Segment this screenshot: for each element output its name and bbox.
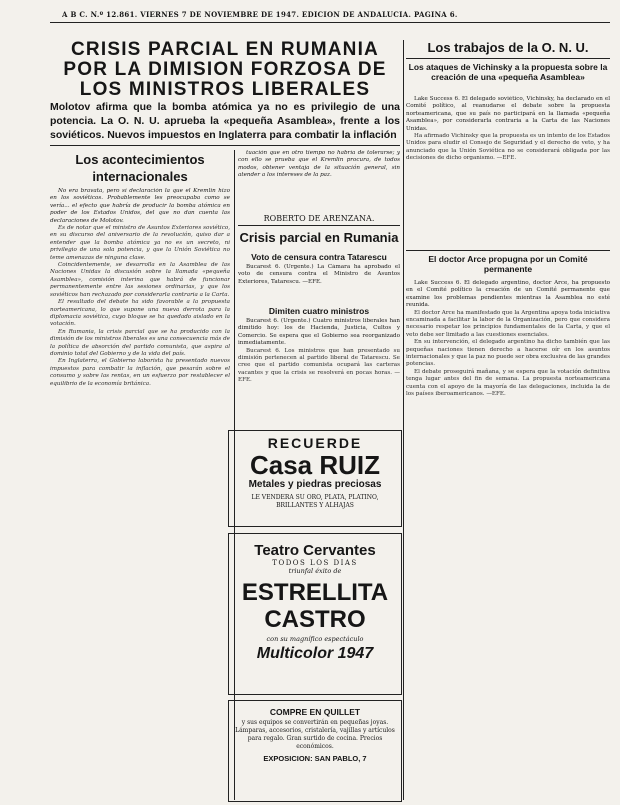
main-deck: Molotov afirma que la bomba atómica ya no es privilegio de una potencia. La O. N. U. aprueba la «pequeña Asamblea», frente a los soviéticos. Nuevos impuestos en Inglaterra para combatir la inflación	[50, 101, 400, 141]
middle-continuation	[238, 150, 400, 212]
ad-teatro-cervantes	[228, 533, 402, 695]
arce-text: El doctor Arce ha manifestado que la Argentina apoya toda iniciativa encaminada a facilitar la labor de la Organización, pero que considera necesario respetar los principios fundamentales de la Carta, y que el veto debe ser limitado a las cuestiones esenciales.	[406, 309, 610, 338]
rumania-body	[238, 264, 400, 302]
deck-rule	[50, 145, 400, 146]
dimiten-body	[238, 318, 400, 418]
ad-teatro-star: ESTRELLITA	[241, 579, 389, 606]
byline-rule	[238, 225, 400, 226]
ad-ruiz-recuerde: RECUERDE	[267, 435, 363, 451]
arce-body	[406, 280, 610, 800]
rumania-title: Crisis parcial en Rumania	[239, 230, 399, 245]
column-divider	[403, 40, 404, 800]
running-header: A B C. N.º 12.861. VIERNES 7 DE NOVIEMBRE DE 1947. EDICION DE ANDALUCIA. PAGINA 6.	[62, 10, 458, 19]
ad-ruiz-tagline: Metales y piedras preciosas	[248, 479, 382, 490]
header-rule	[50, 22, 610, 23]
left-paragraph: Es de notar que el ministro de Asuntos Exteriores soviético, en su discurso del aniversario de la revolución, quiso dar a entender que la bomba atómica ya no es un secreto, ni privilegio de una sola potencia, y que la Unión Soviética no teme amenazas de ninguna clase.	[50, 225, 230, 261]
byline: ROBERTO DE ARENZANA.	[263, 214, 375, 223]
ad-ruiz-details: LE VENDERA SU ORO, PLATA, PLATINO, BRILLANTES Y ALHAJAS	[251, 494, 379, 509]
dimiten-text: Bucarest 6. Los ministros que han presentado su dimisión pertenecen al partido liberal de Tatarescu. Se cree que el partido comunista ocupará las carteras vacantes y que la crisis se resolverá en pocas horas. —EFE.	[238, 347, 400, 384]
ad-teatro-intro: triunfal éxito de	[288, 567, 342, 575]
ad-teatro-show-intro: con su magnífico espectáculo	[266, 635, 364, 643]
arce-text: En su intervención, el delegado argentino ha dicho también que las pequeñas naciones tienen derecho a hacerse oír en los asuntos internacionales y que la paz no puede ser obra exclusiva de las grandes potencias.	[406, 339, 610, 368]
ad-teatro-star-surname: CASTRO	[264, 606, 366, 633]
left-column-title: Los acontecimientos internacionales	[75, 152, 205, 184]
right-title-rule	[406, 58, 610, 59]
right-column-title: Los trabajos de la O. N. U.	[427, 40, 589, 55]
dimiten-text: Bucarest 6. (Urgente.) Cuatro ministros liberales han dimitido hoy: los de Hacienda, Justicia, Cultos y Comercio. Se espera que el Gobierno sea reorganizado inmediatamente.	[238, 318, 400, 347]
right-section-rule	[406, 250, 610, 251]
rumania-subhead: Voto de censura contra Tatarescu	[251, 252, 387, 262]
left-paragraph: El resultado del debate ha sido favorable a la propuesta norteamericana, lo que supone una nueva derrota para la diplomacia soviética, cuyo bloque se ha quedado aislado en la votación.	[50, 299, 230, 328]
ad-teatro-name: Teatro Cervantes	[254, 542, 376, 559]
vichinsky-text: Ha afirmado Vichinsky que la propuesta es un intento de los Estados Unidos para eludir el Consejo de Seguridad y el derecho de veto, y ha anunciado que la Unión Soviética no se considerará obligada por las decisiones de dicho organismo. —EFE.	[406, 133, 610, 162]
ad-quillet-text: y sus equipos se convertirán en pequeñas joyas. Lámparas, accesorios, cristalería, vajillas y artículos para regalo. Gran surtido de cocina. Precios económicos.	[235, 719, 395, 750]
vichinsky-body	[406, 96, 610, 246]
dimiten-subhead: Dimiten cuatro ministros	[268, 306, 370, 316]
left-column-body	[50, 188, 230, 800]
arce-text: El debate proseguirá mañana, y se espera que la votación definitiva tenga lugar antes del fin de semana. La propuesta norteamericana cuenta con el apoyo de la mayoría de las delegaciones, incluida la de los países iberoamericanos. —EFE.	[406, 368, 610, 398]
arce-text: Lake Success 6. El delegado argentino, doctor Arce, ha propuesto en el Comité político la creación de un Comité permanente que examine los problemas pendientes mientras la Asamblea no esté reunida.	[406, 280, 610, 309]
vichinsky-text: Lake Success 6. El delegado soviético, Vichinsky, ha declarado en el Comité político, al reanudarse el debate sobre la propuesta norteamericana, que su país no participará en la llamada «pequeña Asamblea», por considerarla contraria a la Carta de las Naciones Unidas.	[406, 96, 610, 132]
ad-teatro-show: Multicolor 1947	[256, 645, 374, 662]
middle-continuation-text: tuación que en otro tiempo no habría de tolerarse; y con ello se prueba que el Kremlin procura, de todos modos, obtener ventaja de la situación general, sin atender a los intereses de la paz.	[238, 150, 400, 179]
ad-quillet-exhibition: EXPOSICION: SAN PABLO, 7	[263, 754, 367, 763]
left-paragraph: Coincidentemente, se desarrolla en la Asamblea de las Naciones Unidas la discusión sobre la llamada «pequeña Asamblea», comisión interina que habrá de funcionar permanentemente entre las sesiones ordinarias, y que los soviéticos han rechazado por considerarla contraria a la Carta.	[50, 262, 230, 298]
arce-subhead: El doctor Arce propugna por un Comité permanente	[428, 254, 588, 274]
ad-quillet	[228, 700, 402, 802]
rumania-text: Bucarest 6. (Urgente.) La Cámara ha aprobado el voto de censura contra el Ministro de Asuntos Exteriores, Tatarescu. —EFE.	[238, 264, 400, 285]
ad-ruiz-name: Casa RUIZ	[249, 450, 381, 480]
main-headline: CRISIS PARCIAL EN RUMANIA POR LA DIMISION FORZOSA DE LOS MINISTROS LIBERALES	[63, 39, 387, 100]
ad-quillet-title: COMPRE EN QUILLET	[269, 707, 361, 717]
left-paragraph: En Inglaterra, el Gobierno laborista ha presentado nuevos impuestos para combatir la inflación, que pesarán sobre el consumo y sobre las rentas, en un esfuerzo por restablecer el equilibrio de la economía británica.	[50, 358, 230, 387]
left-paragraph: En Rumania, la crisis parcial que se ha producido con la dimisión de los ministros liberales es una consecuencia más de la política de absorción del partido comunista, que aspira al dominio total del Gobierno y de la vida del país.	[50, 328, 230, 357]
ad-teatro-schedule: TODOS LOS DIAS	[272, 559, 358, 567]
left-paragraph: No era bravata, pero sí declaración la que el Kremlin hizo en los soviéticos. Probablemente les preocupaba como se vería... el efecto que habría de producir la bomba atómica en poder de los Estados Unidos, del que no dan cuenta las declaraciones de Molotov.	[50, 188, 230, 224]
vichinsky-subhead: Los ataques de Vichinsky a la propuesta sobre la creación de una «pequeña Asamblea»	[408, 62, 608, 82]
ad-casa-ruiz	[228, 430, 402, 527]
